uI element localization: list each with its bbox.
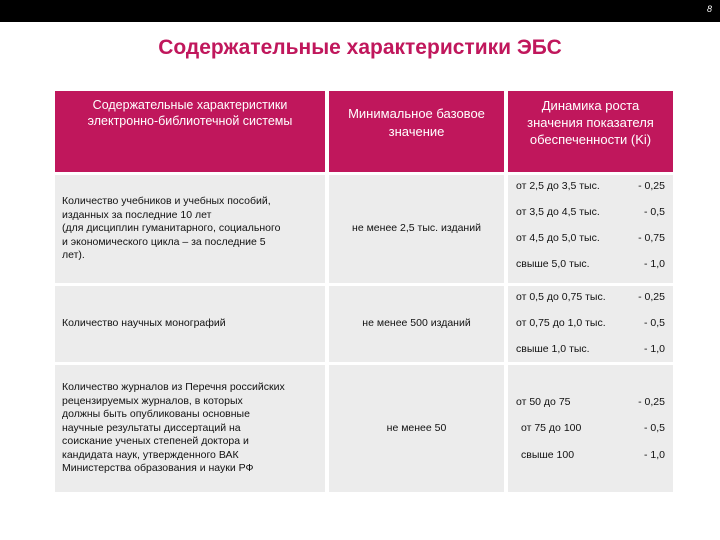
header-line: значение — [388, 124, 445, 139]
range-label: свыше 5,0 тыс. — [516, 258, 590, 270]
header-line: обеспеченности (Ki) — [529, 132, 652, 147]
cell-line: кандидата наук, утвержденного ВАК — [62, 448, 239, 461]
min-value-text: не менее 50 — [386, 421, 447, 434]
cell-line: Министерства образования и науки РФ — [62, 462, 254, 475]
cell-line: (для дисциплин гуманитарного, социального — [62, 222, 281, 235]
table-row-2-dynamics — [508, 286, 673, 362]
range-label: от 50 до 75 — [516, 396, 571, 408]
cell-line: должны быть опубликованы основные — [62, 408, 250, 421]
cell-line: Количество учебников и учебных пособий, — [62, 195, 271, 208]
range-label: от 0,75 до 1,0 тыс. — [516, 317, 606, 329]
range-label: от 4,5 до 5,0 тыс. — [516, 232, 600, 244]
slide-number: 8 — [706, 4, 712, 14]
coefficient-value: - 1,0 — [643, 449, 665, 461]
cell-line: изданных за последние 10 лет — [62, 208, 212, 221]
table-row-1-dynamics — [508, 175, 673, 283]
coefficient-value: - 0,25 — [638, 396, 665, 408]
coefficient-value: - 0,5 — [643, 317, 665, 329]
header-line: Динамика роста — [541, 98, 640, 113]
coefficient-value: - 1,0 — [643, 343, 665, 355]
range-label: свыше 100 — [521, 449, 575, 461]
table-row-3-min-value — [329, 365, 504, 492]
header-line: Содержательные характеристики — [92, 98, 288, 112]
header-line: Минимальное базовое — [348, 106, 485, 121]
table-row-3-dynamics — [508, 365, 673, 492]
header-characteristic — [55, 91, 325, 172]
range-label: от 3,5 до 4,5 тыс. — [516, 206, 600, 218]
top-bar — [0, 0, 720, 22]
min-value-text: не менее 2,5 тыс. изданий — [352, 222, 481, 235]
table-row-3-characteristic — [55, 365, 325, 492]
range-label: от 0,5 до 0,75 тыс. — [516, 291, 606, 303]
cell-line: лет). — [62, 249, 85, 262]
cell-line: научные результаты диссертаций на — [62, 421, 241, 434]
header-line: значения показателя — [527, 115, 654, 130]
range-label: от 75 до 100 — [521, 422, 582, 434]
range-label: от 2,5 до 3,5 тыс. — [516, 180, 600, 192]
cell-line: рецензируемых журналов, в которых — [62, 394, 243, 407]
table-row-1-min-value — [329, 175, 504, 283]
cell-line: соискание ученых степеней доктора и — [62, 435, 249, 448]
coefficient-value: - 0,5 — [643, 206, 665, 218]
coefficient-value: - 0,5 — [643, 422, 665, 434]
table-row-1-characteristic — [55, 175, 325, 283]
coefficient-value: - 0,25 — [638, 291, 665, 303]
cell-line: Количество журналов из Перечня российских — [62, 381, 285, 394]
coefficient-value: - 1,0 — [643, 258, 665, 270]
header-line: электронно-библиотечной системы — [87, 114, 293, 128]
coefficient-value: - 0,75 — [638, 232, 665, 244]
header-dynamics — [508, 91, 673, 172]
table-row-2-characteristic — [55, 286, 325, 362]
cell-line: Количество научных монографий — [62, 317, 226, 330]
cell-line: и экономического цикла – за последние 5 — [62, 235, 266, 248]
table-row-2-min-value — [329, 286, 504, 362]
header-min-value — [329, 91, 504, 172]
page-title: Содержательные характеристики ЭБС — [158, 36, 562, 59]
coefficient-value: - 0,25 — [638, 180, 665, 192]
range-label: свыше 1,0 тыс. — [516, 343, 590, 355]
min-value-text: не менее 500 изданий — [362, 317, 471, 330]
